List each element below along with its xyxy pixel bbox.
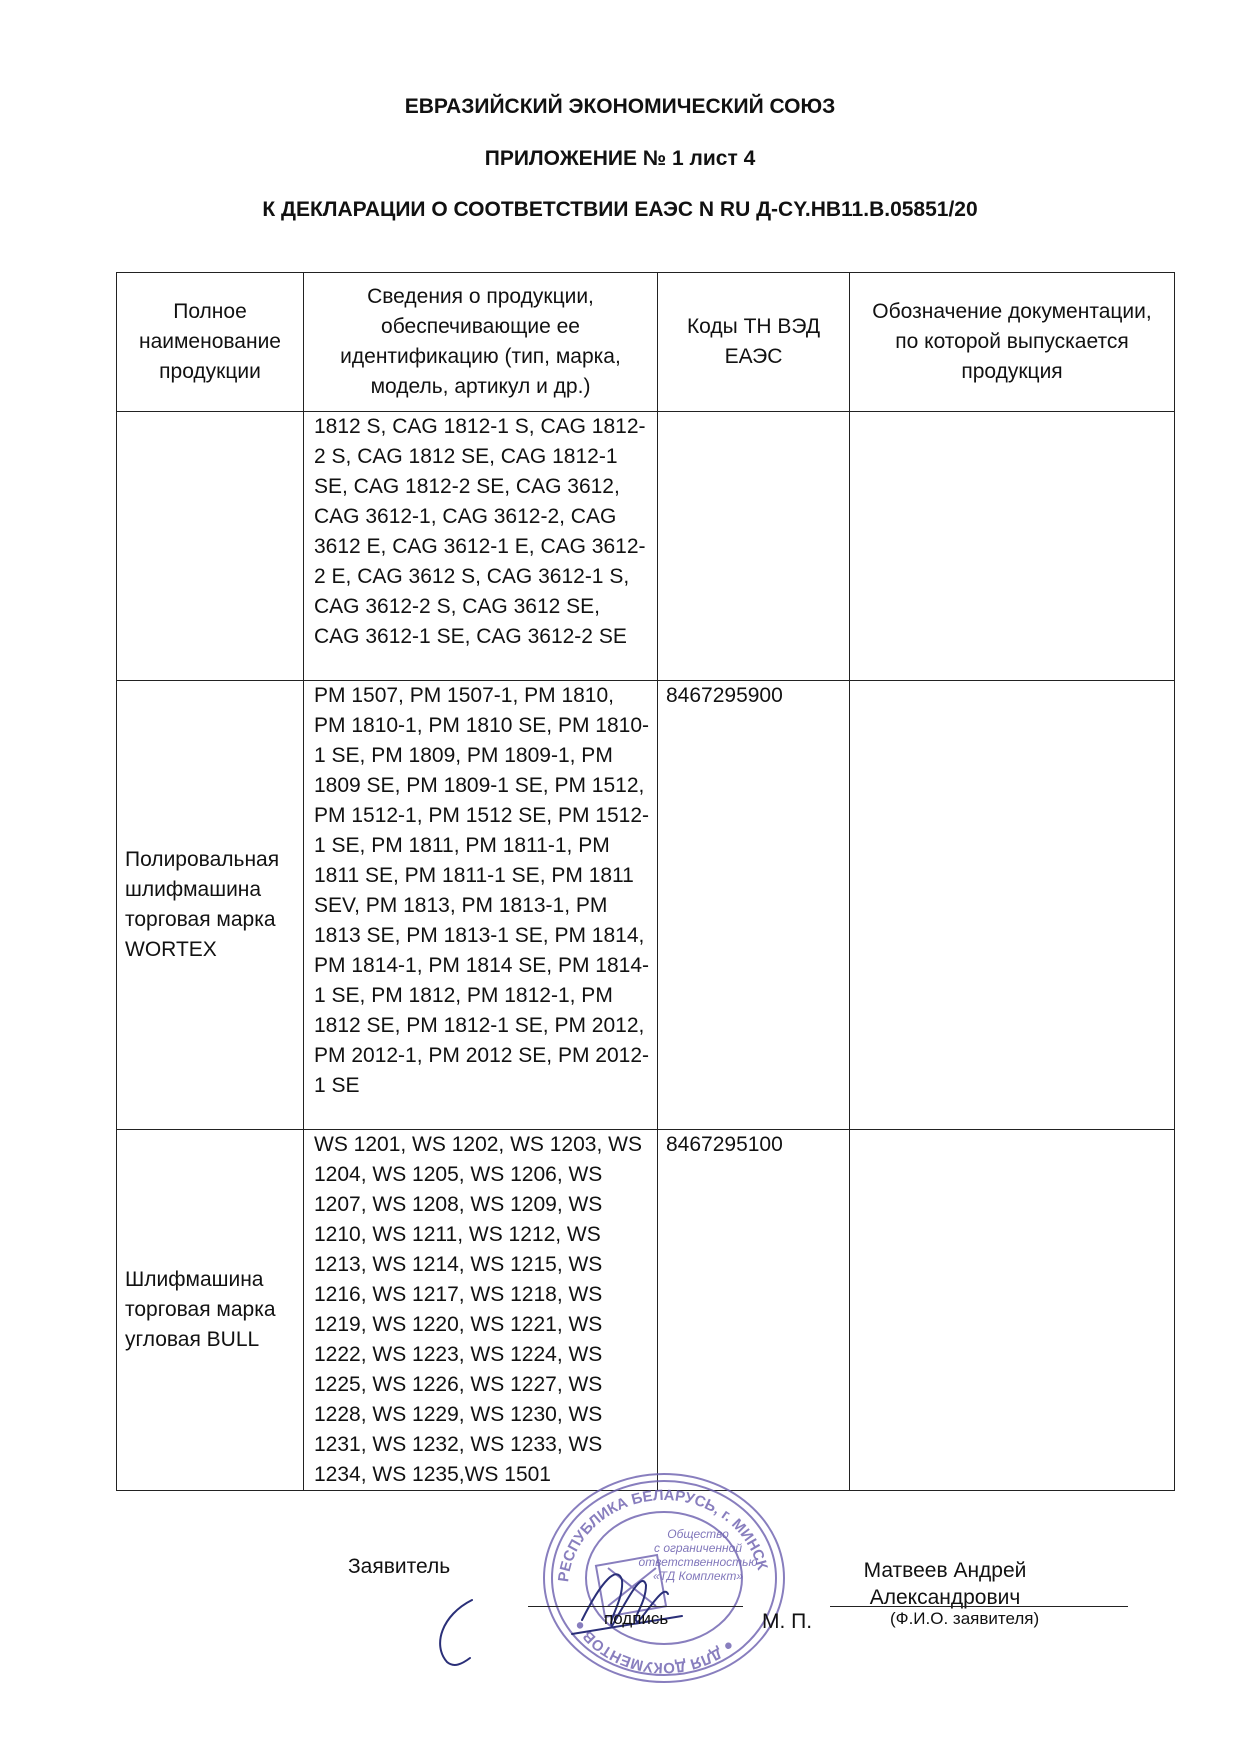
applicant-name: Матвеев Андрей Александрович	[863, 1559, 1027, 1609]
svg-text:ответственностью: ответственностью	[638, 1555, 758, 1569]
name-caption: (Ф.И.О. заявителя)	[890, 1609, 1040, 1628]
table-row	[117, 681, 1175, 1130]
name-line	[830, 1606, 1128, 1607]
union-title: ЕВРАЗИЙСКИЙ ЭКОНОМИЧЕСКИЙ СОЮЗ	[404, 95, 836, 118]
product-doc-cell	[850, 681, 1175, 1130]
product-doc-cell	[850, 1130, 1175, 1491]
column-header-code: Коды ТН ВЭД ЕАЭС	[658, 273, 850, 412]
applicant-signature	[432, 1560, 732, 1670]
seal-place-label: М. П.	[762, 1610, 813, 1633]
product-code-cell: 8467295900	[658, 681, 850, 1130]
column-header-info: Сведения о продукции, обеспечивающие ее идентификацию (тип, марка, модель, артикул и др.)	[304, 273, 658, 412]
signature-caption: подпись	[604, 1609, 669, 1628]
products-table	[116, 272, 1175, 1491]
column-header-name: Полное наименование продукции	[117, 273, 304, 412]
signature-line	[528, 1606, 743, 1607]
product-info-cell: 1812 S, CAG 1812-1 S, CAG 1812-2 S, CAG 1812 SE, CAG 1812-1 SE, CAG 1812-2 SE, CAG 3612, CAG 3612-1, CAG 3612-2, CAG 3612 E, CAG 3612-1 E, CAG 3612-2 E, CAG 3612 S, CAG 3612-1 S, CAG 3612-2 S, CAG 3612 SE, CAG 3612-1 SE, CAG 3612-2 SE	[304, 412, 658, 681]
column-header-doc: Обозначение документации, по которой выпускается продукция	[850, 273, 1175, 412]
product-name-cell: Полировальная шлифмашина торговая марка WORTEX	[117, 681, 304, 1130]
product-info-cell: PM 1507, PM 1507-1, PM 1810, PM 1810-1, PM 1810 SE, PM 1810-1 SE, PM 1809, PM 1809-1, PM 1809 SE, PM 1809-1 SE, PM 1512, PM 1512-1, PM 1512 SE, PM 1512-1 SE, PM 1811, PM 1811-1, PM 1811 SE, PM 1811-1 SE, PM 1811 SEV, PM 1813, PM 1813-1, PM 1813 SE, PM 1813-1 SE, PM 1814, PM 1814-1, PM 1814 SE, PM 1814-1 SE, PM 1812, PM 1812-1, PM 1812 SE, PM 1812-1 SE, PM 2012, PM 2012-1, PM 2012 SE, PM 2012-1 SE	[304, 681, 658, 1130]
svg-text:Общество: Общество	[667, 1527, 729, 1541]
product-info-cell: WS 1201, WS 1202, WS 1203, WS 1204, WS 1205, WS 1206, WS 1207, WS 1208, WS 1209, WS 1210, WS 1211, WS 1212, WS 1213, WS 1214, WS 1215, WS 1216, WS 1217, WS 1218, WS 1219, WS 1220, WS 1221, WS 1222, WS 1223, WS 1224, WS 1225, WS 1226, WS 1227, WS 1228, WS 1229, WS 1230, WS 1231, WS 1232, WS 1233, WS 1234, WS 1235,WS 1501	[304, 1130, 658, 1491]
svg-text:с ограниченной: с ограниченной	[654, 1541, 742, 1555]
product-name-cell	[117, 412, 304, 681]
table-row	[117, 412, 1175, 681]
svg-text:«ТД Комплект»: «ТД Комплект»	[652, 1569, 744, 1583]
product-name-cell: Шлифмашина торговая марка угловая BULL	[117, 1130, 304, 1491]
product-code-cell: 8467295100	[658, 1130, 850, 1491]
svg-text:● ДЛЯ ДОКУМЕНТОВ ●: ● ДЛЯ ДОКУМЕНТОВ ●	[570, 1616, 738, 1677]
table-header-row	[117, 273, 1175, 412]
declaration-title: К ДЕКЛАРАЦИИ О СООТВЕТСТВИИ ЕАЭС N RU Д-CY.НВ11.В.05851/20	[262, 198, 978, 221]
product-doc-cell	[850, 412, 1175, 681]
applicant-label: Заявитель	[348, 1555, 451, 1578]
seal-outer-text: РЕСПУБЛИКА БЕЛАРУСЬ, г. МИНСК	[555, 1486, 771, 1583]
product-code-cell	[658, 412, 850, 681]
appendix-title: ПРИЛОЖЕНИЕ № 1 лист 4	[484, 147, 756, 170]
table-row	[117, 1130, 1175, 1491]
